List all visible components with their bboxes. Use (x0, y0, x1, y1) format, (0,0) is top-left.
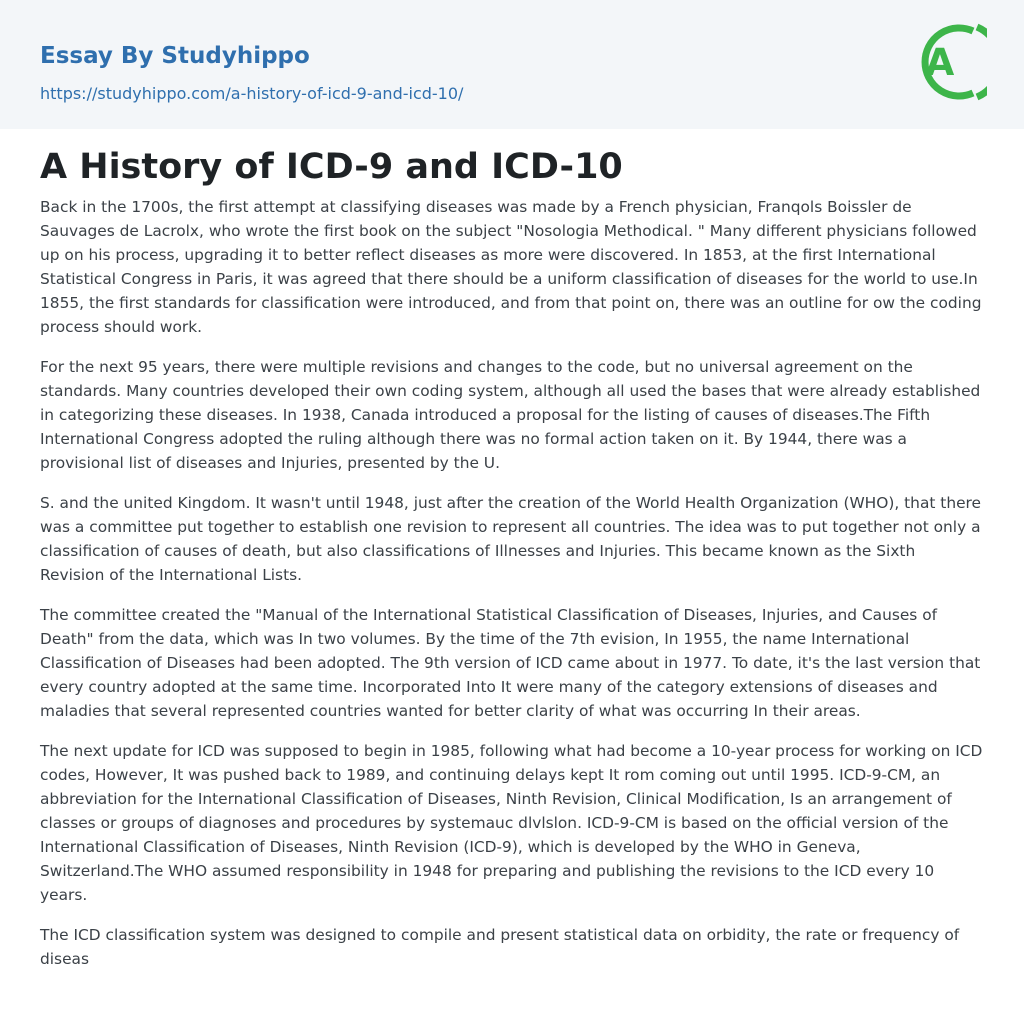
article-paragraph: S. and the united Kingdom. It wasn't until 1948, just after the creation of the World Health Organization (WHO), that there was a committee put together to establish one revision to represent all countries. The idea was to put together not only a classification of causes of death, but also classifications of Illnesses and Injuries. This became known as the Sixth Revision of the International Lists. (40, 494, 982, 584)
site-brand[interactable]: Essay By Studyhippo (40, 43, 310, 69)
article-paragraph: The ICD classification system was designed to compile and present statistical data on orbidity, the rate or frequency of diseas (40, 926, 960, 968)
article-paragraph: For the next 95 years, there were multiple revisions and changes to the code, but no universal agreement on the standards. Many countries developed their own coding system, although all used the bases that were already established in categorizing these diseases. In 1938, Canada introduced a proposal for the listing of causes of diseases.The Fifth International Congress adopted the ruling although there was no formal action taken on it. By 1944, there was a provisional list of diseases and Injuries, presented by the U. (40, 358, 981, 472)
page-url-link[interactable]: https://studyhippo.com/a-history-of-icd-9-and-icd-10/ (40, 84, 464, 103)
article-title: A History of ICD-9 and ICD-10 (40, 147, 623, 187)
studyhippo-logo-icon[interactable] (913, 19, 987, 105)
article-paragraph: Back in the 1700s, the first attempt at classifying diseases was made by a French physician, Franqols Boissler de Sauvages de Lacrolx, who wrote the first book on the subject "Nosologia Methodical. " Many different physicians followed up on his process, upgrading it to better reflect diseases as more were discovered. In 1853, at the first International Statistical Congress in Paris, it was agreed that there should be a uniform classification of diseases for the world to use.In 1855, the first standards for classification were introduced, and from that point on, there was an outline for ow the coding process should work. (40, 198, 982, 336)
site-header (0, 0, 1024, 129)
article-body (40, 195, 984, 987)
logo-letter: A (925, 41, 955, 84)
article-paragraph: The committee created the "Manual of the International Statistical Classification of Diseases, Injuries, and Causes of Death" from the data, which was In two volumes. By the time of the 7th evision, In 1955, the name International Classification of Diseases had been adopted. The 9th version of ICD came about in 1977. To date, it's the last version that every country adopted at the same time. Incorporated Into It were many of the category extensions of diseases and maladies that several represented countries wanted for better clarity of what was occurring In their areas. (40, 606, 981, 720)
article-paragraph: The next update for ICD was supposed to begin in 1985, following what had become a 10-year process for working on ICD codes, However, It was pushed back to 1989, and continuing delays kept It rom coming out until 1995. ICD-9-CM, an abbreviation for the International Classification of Diseases, Ninth Revision, Clinical Modification, Is an arrangement of classes or groups of diagnoses and procedures by systemauc dlvlslon. ICD-9-CM is based on the official version of the International Classification of Diseases, Ninth Revision (ICD-9), which is developed by the WHO in Geneva, Switzerland.The WHO assumed responsibility in 1948 for preparing and publishing the revisions to the ICD every 10 years. (40, 742, 983, 904)
